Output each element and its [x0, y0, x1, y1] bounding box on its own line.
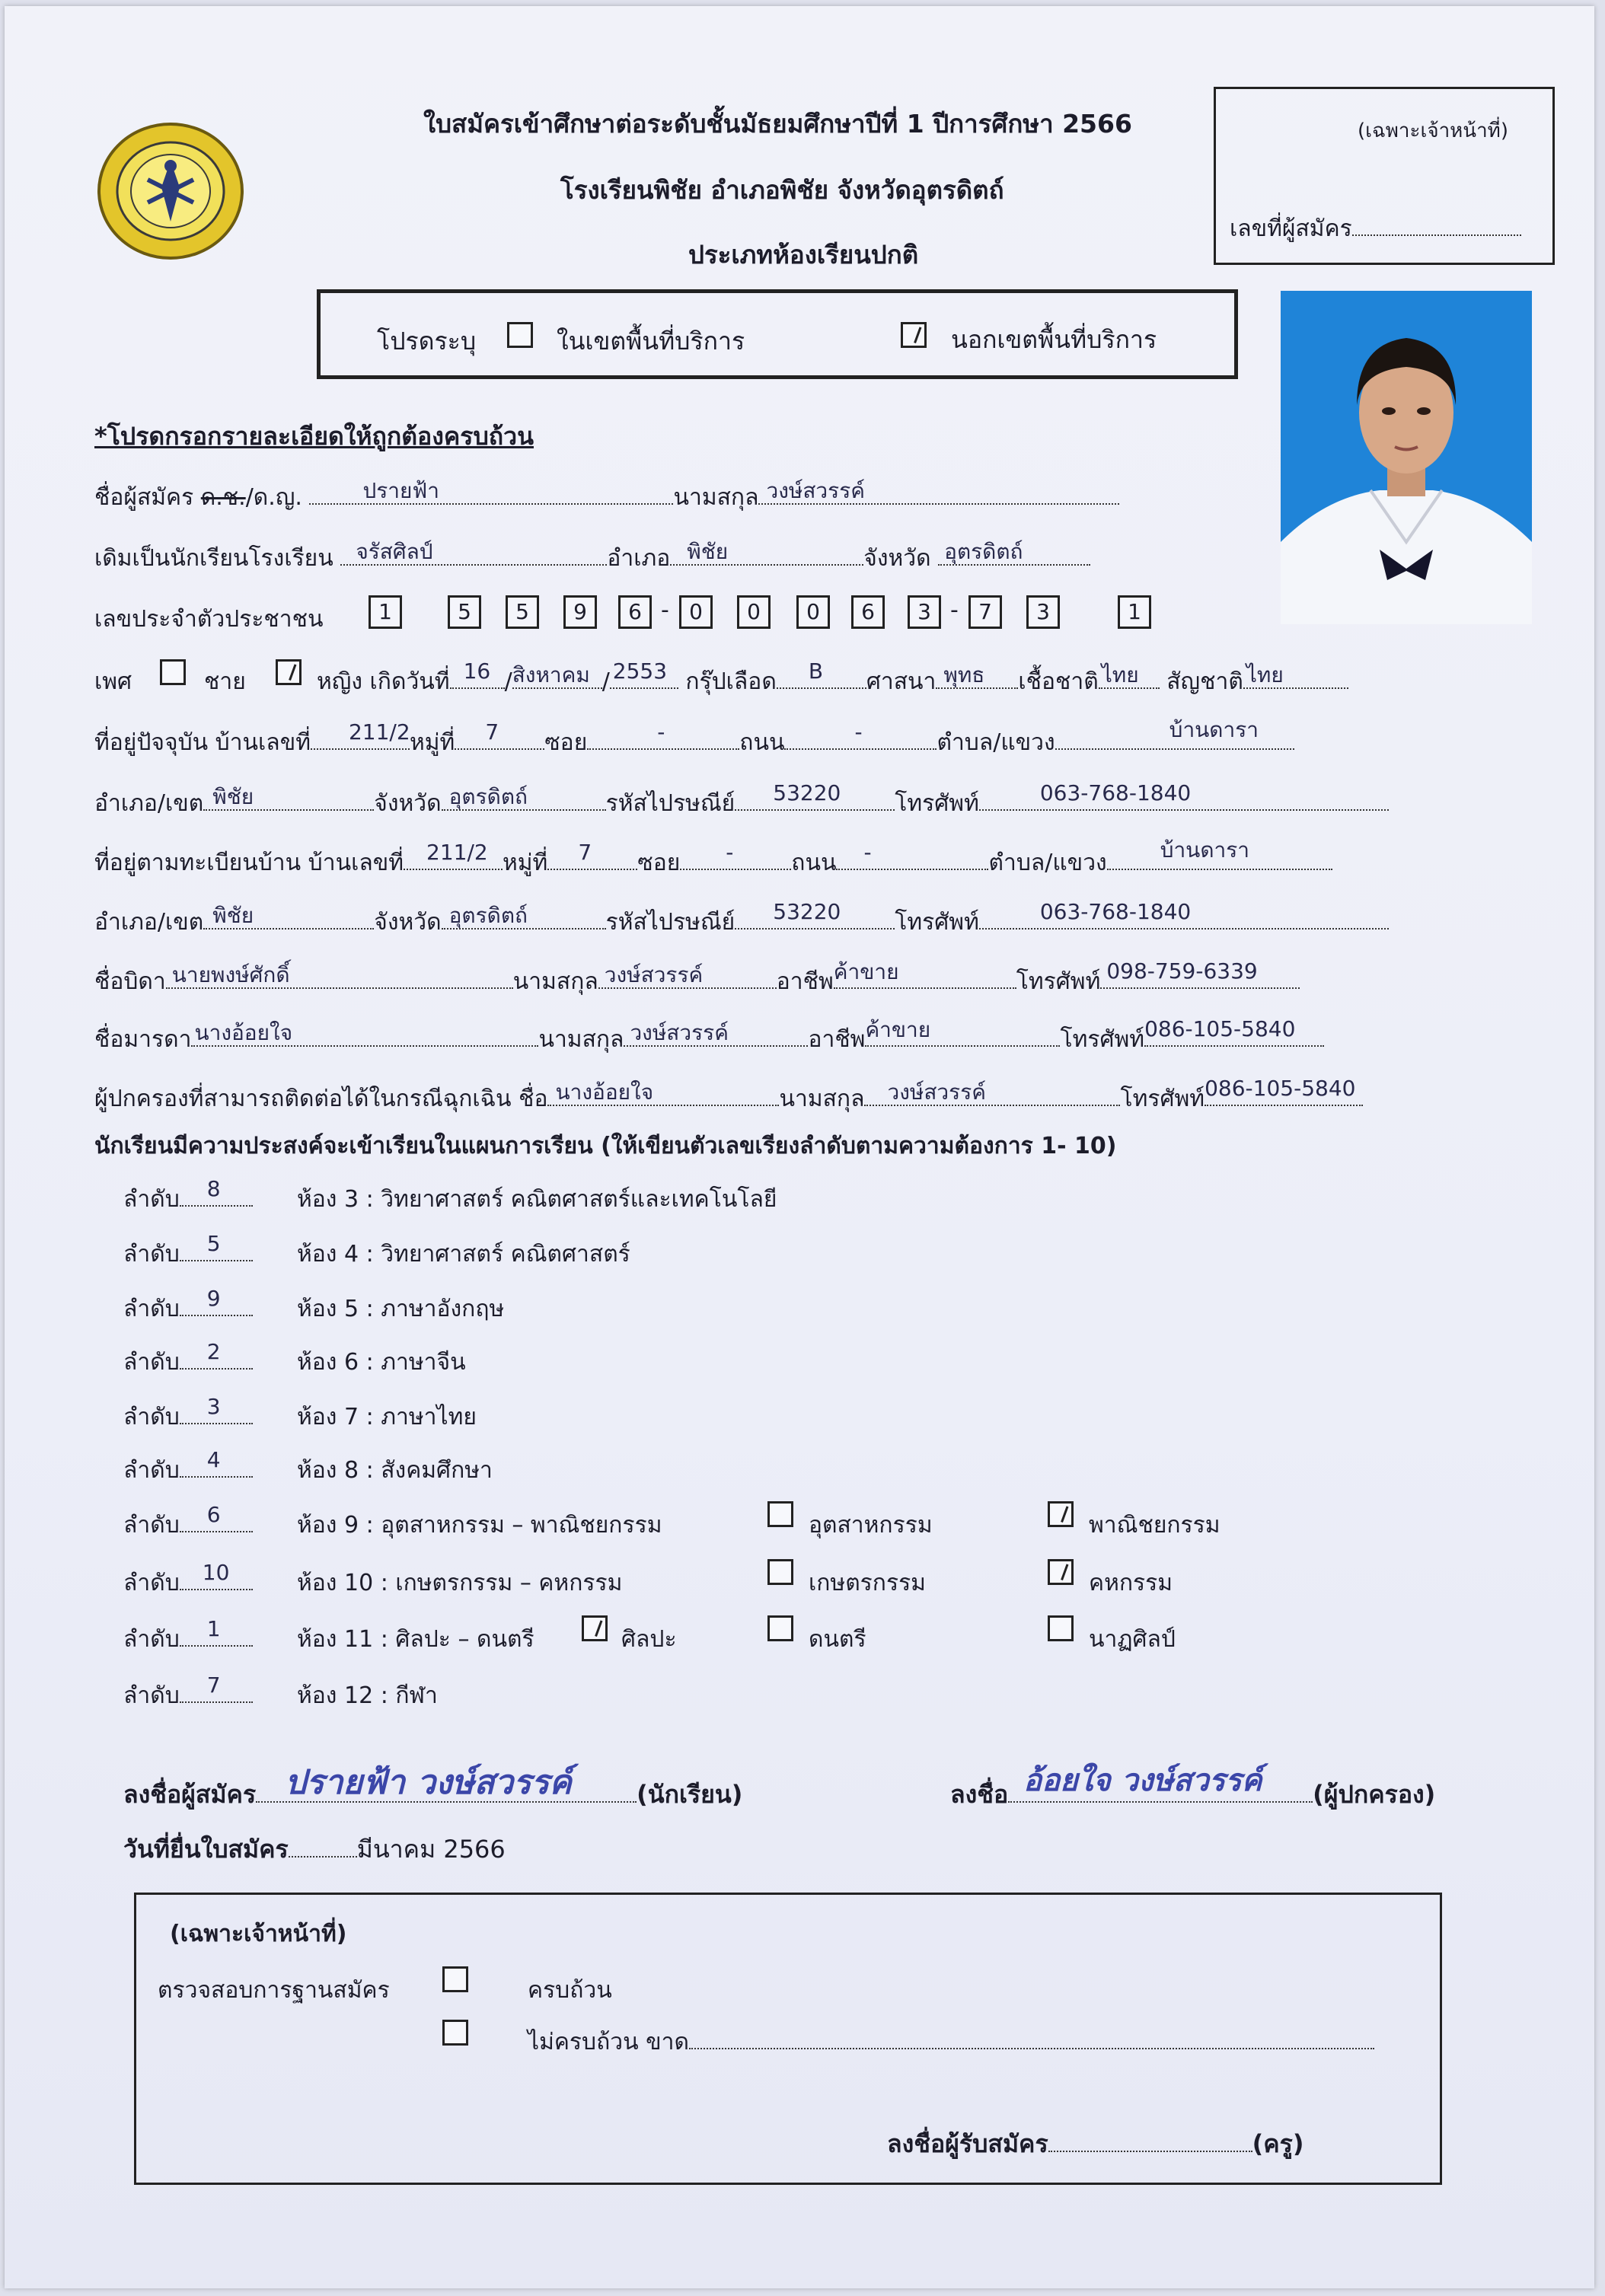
- id-digit[interactable]: 1: [1118, 595, 1151, 629]
- rank-field[interactable]: 8: [180, 1182, 253, 1207]
- inside-area-label: ในเขตพื้นที่บริการ: [557, 327, 745, 356]
- birth-year-field[interactable]: 2553: [610, 665, 678, 689]
- staff-only-label: (เฉพาะเจ้าหน้าที่): [1358, 120, 1508, 142]
- applicant-photo: [1281, 291, 1532, 624]
- gender-label: เพศ: [94, 668, 132, 695]
- registered-address-row2: [94, 899, 1389, 940]
- prev-district-field[interactable]: พิชัย: [670, 541, 863, 566]
- male-label: ชาย: [204, 668, 246, 695]
- current-soi-field[interactable]: -: [587, 725, 739, 750]
- id-digit[interactable]: 9: [563, 595, 597, 629]
- mother-label: ชื่อมารดา: [94, 1026, 192, 1053]
- complete-checkbox[interactable]: [442, 1966, 468, 1992]
- current-address-row2: [94, 780, 1389, 821]
- guardian-signature-row: [950, 1762, 1436, 1814]
- prev-school-label: เดิมเป็นนักเรียนโรงเรียน: [94, 545, 333, 572]
- name-label: ชื่อผู้สมัคร: [94, 484, 194, 511]
- agriculture-checkbox[interactable]: [767, 1559, 793, 1585]
- agriculture-label: เกษตรกรรม: [809, 1570, 926, 1596]
- plan-row: ลำดับ 2: [123, 1344, 253, 1380]
- id-digit[interactable]: 1: [369, 595, 402, 629]
- father-row: [94, 958, 1300, 1000]
- father-label: ชื่อบิดา: [94, 968, 166, 995]
- plan-row: ลำดับ 1: [123, 1622, 253, 1657]
- id-separator: -: [950, 597, 959, 623]
- form-title: ใบสมัครเข้าศึกษาต่อระดับชั้นมัธยมศึกษาปีที่ 1 ปีการศึกษา 2566: [423, 109, 1132, 139]
- current-subdistrict-field[interactable]: บ้านดารา: [1055, 725, 1294, 750]
- home-economics-checkbox[interactable]: [1048, 1559, 1074, 1585]
- service-area-box: [317, 289, 1238, 379]
- id-digit[interactable]: 5: [506, 595, 539, 629]
- mother-name-field[interactable]: นางอ้อยใจ: [191, 1022, 538, 1047]
- mother-job-field[interactable]: ค้าขาย: [865, 1022, 1060, 1047]
- guardian-role: (ผู้ปกครอง): [1313, 1780, 1436, 1809]
- registered-road-field[interactable]: -: [836, 846, 988, 870]
- submit-date-day-field[interactable]: [289, 1833, 357, 1858]
- registered-moo-field[interactable]: 7: [547, 846, 637, 870]
- registered-district-label: อำเภอ/เขต: [94, 909, 204, 936]
- music-label: ดนตรี: [809, 1626, 866, 1653]
- current-district-field[interactable]: พิชัย: [203, 786, 374, 811]
- guardian-label: ผู้ปกครองที่สามารถติดต่อได้ในกรณีฉุกเฉิน ชื่อ: [94, 1086, 548, 1112]
- registered-postcode-label: รหัสไปรษณีย์: [605, 909, 735, 936]
- room-label: ห้อง 5 : ภาษาอังกฤษ: [297, 1296, 505, 1322]
- national-id-label: เลขประจำตัวประชาชน: [94, 606, 324, 633]
- guardian-phone-label: โทรศัพท์: [1120, 1086, 1205, 1112]
- art-label: ศิลปะ: [621, 1626, 677, 1653]
- current-road-label: ถนน: [739, 729, 785, 756]
- complete-label: ครบถ้วน: [528, 1977, 612, 2004]
- office-use-box: [134, 1893, 1442, 2185]
- title-male-struck: ด.ช.: [200, 484, 246, 511]
- religion-field[interactable]: พุทธ: [936, 665, 1018, 689]
- industry-checkbox[interactable]: [767, 1501, 793, 1527]
- incomplete-label: ไม่ครบถ้วน ขาด: [528, 2029, 689, 2055]
- guardian-surname-label: นามสกุล: [779, 1086, 865, 1112]
- guardian-sign-label: ลงชื่อ: [950, 1780, 1009, 1809]
- outside-area-label: นอกเขตพื้นที่บริการ: [951, 325, 1157, 354]
- race-field[interactable]: ไทย: [1099, 665, 1160, 689]
- prev-province-field[interactable]: อุตรดิตถ์: [938, 541, 1090, 566]
- nationality-field[interactable]: ไทย: [1243, 665, 1348, 689]
- art-checkbox[interactable]: [582, 1615, 608, 1641]
- applicant-sign-label: ลงชื่อผู้สมัคร: [123, 1780, 257, 1809]
- application-form-paper: [5, 6, 1594, 2288]
- room-label: ห้อง 7 : ภาษาไทย: [297, 1404, 477, 1430]
- current-postcode-label: รหัสไปรษณีย์: [605, 790, 735, 817]
- rank-field[interactable]: 1: [180, 1622, 253, 1647]
- office-check-label: ตรวจสอบการฐานสมัคร: [158, 1977, 390, 2004]
- registered-address-row1: [94, 837, 1332, 881]
- prev-province-label: จังหวัด: [863, 545, 931, 572]
- rank-field[interactable]: 3: [180, 1400, 253, 1424]
- incomplete-row: [528, 2024, 1374, 2060]
- room-label: ห้อง 3 : วิทยาศาสตร์ คณิตศาสตร์และเทคโนโลยี: [297, 1186, 777, 1213]
- current-moo-field[interactable]: 7: [455, 725, 544, 750]
- school-seal-logo: [94, 119, 247, 266]
- id-digit[interactable]: 7: [968, 595, 1002, 629]
- guardian-signature: อ้อยใจ วงษ์สวรรค์: [1023, 1762, 1262, 1798]
- guardian-phone-field[interactable]: 086-105-5840: [1205, 1082, 1363, 1106]
- area-prefix: โปรดระบุ: [377, 327, 477, 356]
- id-digit[interactable]: 0: [737, 595, 771, 629]
- submit-date-label: วันที่ยื่นใบสมัคร: [123, 1835, 289, 1864]
- father-surname-label: นามสกุล: [512, 968, 598, 995]
- id-digit[interactable]: 5: [448, 595, 481, 629]
- prev-school-field[interactable]: จรัสศิลป์: [340, 541, 607, 566]
- blood-field[interactable]: B: [777, 665, 866, 689]
- study-plan-heading: นักเรียนมีความประสงค์จะเข้าเรียนในแผนการเรียน (ให้เขียนตัวเลขเรียงลำดับตามความต้องการ 1- 10): [94, 1133, 1117, 1159]
- father-phone-field[interactable]: 098-759-6339: [1100, 965, 1300, 989]
- applicant-name-row: [94, 480, 1119, 515]
- current-province-label: จังหวัด: [374, 790, 442, 817]
- id-digit[interactable]: 3: [908, 595, 941, 629]
- nationality-label: สัญชาติ: [1166, 668, 1243, 695]
- plan-row: ลำดับ 3: [123, 1399, 253, 1435]
- first-name-field[interactable]: ปรายฟ้า: [309, 480, 673, 505]
- registered-address-label: ที่อยู่ตามทะเบียนบ้าน บ้านเลขที่: [94, 850, 404, 876]
- registered-subdistrict-label: ตำบล/แขวง: [988, 850, 1107, 876]
- application-number-label: เลขที่ผู้สมัคร: [1230, 215, 1352, 242]
- id-digit[interactable]: 6: [618, 595, 652, 629]
- receiver-label: ลงชื่อผู้รับสมัคร: [887, 2129, 1048, 2158]
- registered-province-field[interactable]: อุตรดิตถ์: [442, 905, 606, 930]
- dance-label: นาฏศิลป์: [1089, 1626, 1176, 1653]
- music-checkbox[interactable]: [767, 1615, 793, 1641]
- registered-district-field[interactable]: พิชัย: [203, 905, 374, 930]
- father-job-label: อาชีพ: [776, 968, 834, 995]
- current-subdistrict-label: ตำบล/แขวง: [937, 729, 1055, 756]
- room-label: ห้อง 9 : อุตสาหกรรม – พาณิชยกรรม: [297, 1512, 662, 1539]
- submit-date-value: มีนาคม 2566: [356, 1835, 506, 1864]
- fill-instruction: *โปรดกรอกรายละเอียดให้ถูกต้องครบถ้วน: [94, 422, 534, 451]
- registered-house-field[interactable]: 211/2: [404, 846, 503, 870]
- plan-row: ลำดับ 5: [123, 1236, 253, 1272]
- commerce-label: พาณิชยกรรม: [1089, 1512, 1221, 1539]
- staff-only-box: [1214, 87, 1555, 265]
- receiver-signature-field[interactable]: [1048, 2128, 1252, 2152]
- rank-field[interactable]: 4: [180, 1453, 253, 1478]
- current-house-field[interactable]: 211/2: [311, 725, 410, 750]
- birth-day-field[interactable]: 16: [450, 665, 505, 689]
- missing-items-field[interactable]: [689, 2025, 1374, 2049]
- room-label: ห้อง 12 : กีฬา: [297, 1682, 438, 1709]
- applicant-role: (นักเรียน): [637, 1780, 743, 1809]
- plan-row: ลำดับ 8: [123, 1181, 253, 1217]
- rank-field[interactable]: 2: [180, 1345, 253, 1370]
- current-phone-label: โทรศัพท์: [895, 790, 979, 817]
- father-job-field[interactable]: ค้าขาย: [834, 965, 1016, 989]
- room-label: ห้อง 8 : สังคมศึกษา: [297, 1457, 493, 1484]
- rank-field[interactable]: 9: [180, 1292, 253, 1316]
- blood-label: กรุ๊ปเลือด: [685, 668, 777, 695]
- father-phone-label: โทรศัพท์: [1016, 968, 1101, 995]
- registered-phone-label: โทรศัพท์: [895, 909, 979, 936]
- female-checkbox[interactable]: [276, 659, 302, 685]
- guardian-surname-field[interactable]: วงษ์สวรรค์: [864, 1082, 1120, 1106]
- application-number-field[interactable]: [1230, 211, 1521, 247]
- registered-moo-label: หมู่ที่: [503, 850, 548, 876]
- mother-row: [94, 1016, 1324, 1057]
- guardian-signature-field[interactable]: [1008, 1762, 1313, 1803]
- office-title: (เฉพาะเจ้าหน้าที่): [170, 1921, 347, 1947]
- current-district-label: อำเภอ/เขต: [94, 790, 204, 817]
- receiver-role: (ครู): [1252, 2129, 1304, 2158]
- rank-field[interactable]: 10: [180, 1566, 253, 1590]
- classroom-type: ประเภทห้องเรียนปกติ: [688, 240, 919, 269]
- industry-label: อุตสาหกรรม: [809, 1512, 933, 1539]
- current-province-field[interactable]: อุตรดิตถ์: [442, 786, 606, 811]
- birth-row: หญิง เกิดวันที่ 16 / สิงหาคม / 2553 กรุ๊ปเลือด B ศาสนา พุทธ เชื้อชาติ ไทย สัญชาติ ไทย: [317, 664, 1348, 700]
- guardian-row: [94, 1076, 1363, 1117]
- male-checkbox[interactable]: [160, 659, 186, 685]
- registered-postcode-field[interactable]: 53220: [735, 905, 895, 930]
- female-label: หญิง: [317, 668, 362, 695]
- registered-road-label: ถนน: [791, 850, 837, 876]
- room-label: ห้อง 10 : เกษตรกรรม – คหกรรม: [297, 1570, 623, 1596]
- birth-label: เกิดวันที่: [369, 668, 450, 695]
- incomplete-checkbox[interactable]: [442, 2020, 468, 2046]
- current-address-row1: [94, 717, 1294, 761]
- current-moo-label: หมู่ที่: [409, 729, 455, 756]
- plan-row: ลำดับ 7: [123, 1678, 253, 1714]
- room-label: ห้อง 4 : วิทยาศาสตร์ คณิตศาสตร์: [297, 1241, 630, 1268]
- outside-area-checkbox[interactable]: [901, 322, 927, 348]
- applicant-signature: ปรายฟ้า วงษ์สวรรค์: [285, 1763, 572, 1802]
- current-road-field[interactable]: -: [784, 725, 937, 750]
- dance-checkbox[interactable]: [1048, 1615, 1074, 1641]
- current-address-label: ที่อยู่ปัจจุบัน บ้านเลขที่: [94, 729, 311, 756]
- room-label: ห้อง 11 : ศิลปะ – ดนตรี: [297, 1626, 534, 1653]
- mother-surname-label: นามสกุล: [538, 1026, 624, 1053]
- current-postcode-field[interactable]: 53220: [735, 786, 895, 811]
- surname-field[interactable]: วงษ์สวรรค์: [758, 480, 1119, 505]
- registered-soi-field[interactable]: -: [680, 846, 791, 870]
- rank-field[interactable]: 6: [180, 1508, 253, 1532]
- plan-row: ลำดับ 9: [123, 1291, 253, 1327]
- applicant-signature-row: [123, 1763, 743, 1814]
- prev-district-label: อำเภอ: [607, 545, 671, 572]
- registered-subdistrict-field[interactable]: บ้านดารา: [1107, 846, 1332, 870]
- school-name: โรงเรียนพิชัย อำเภอพิชัย จังหวัดอุตรดิตถ์: [560, 175, 1004, 205]
- mother-phone-label: โทรศัพท์: [1060, 1026, 1145, 1053]
- registered-phone-field[interactable]: 063-768-1840: [979, 905, 1389, 930]
- mother-job-label: อาชีพ: [808, 1026, 866, 1053]
- registered-province-label: จังหวัด: [374, 909, 442, 936]
- id-digit[interactable]: 6: [851, 595, 885, 629]
- previous-school-row: [94, 541, 1090, 576]
- father-surname-field[interactable]: วงษ์สวรรค์: [598, 965, 777, 989]
- mother-surname-field[interactable]: วงษ์สวรรค์: [624, 1022, 808, 1047]
- race-label: เชื้อชาติ: [1018, 668, 1099, 695]
- submit-date-row: [123, 1830, 506, 1869]
- rank-field[interactable]: 5: [180, 1237, 253, 1261]
- id-digit[interactable]: 0: [796, 595, 830, 629]
- religion-label: ศาสนา: [866, 668, 937, 695]
- rank-field[interactable]: 7: [180, 1679, 253, 1703]
- registered-soi-label: ซอย: [637, 850, 681, 876]
- guardian-name-field[interactable]: นางอ้อยใจ: [547, 1082, 779, 1106]
- home-economics-label: คหกรรม: [1089, 1570, 1173, 1596]
- inside-area-checkbox[interactable]: [507, 322, 533, 348]
- surname-label: นามสกุล: [673, 484, 759, 511]
- current-soi-label: ซอย: [544, 729, 588, 756]
- plan-row: ลำดับ 4: [123, 1453, 253, 1488]
- title-female: /ด.ญ.: [245, 484, 302, 511]
- id-digit[interactable]: 0: [679, 595, 713, 629]
- room-label: ห้อง 6 : ภาษาจีน: [297, 1349, 466, 1376]
- receiver-row: [887, 2125, 1303, 2164]
- father-name-field[interactable]: นายพงษ์ศักดิ์: [166, 965, 513, 989]
- applicant-signature-field[interactable]: [256, 1763, 637, 1803]
- plan-row: ลำดับ 6: [123, 1507, 253, 1543]
- id-separator: -: [661, 597, 669, 623]
- commerce-checkbox[interactable]: [1048, 1501, 1074, 1527]
- birth-month-field[interactable]: สิงหาคม: [512, 665, 602, 689]
- current-phone-field[interactable]: 063-768-1840: [979, 786, 1389, 811]
- id-digit[interactable]: 3: [1026, 595, 1060, 629]
- mother-phone-field[interactable]: 086-105-5840: [1144, 1022, 1324, 1047]
- plan-row: ลำดับ 10: [123, 1565, 253, 1601]
